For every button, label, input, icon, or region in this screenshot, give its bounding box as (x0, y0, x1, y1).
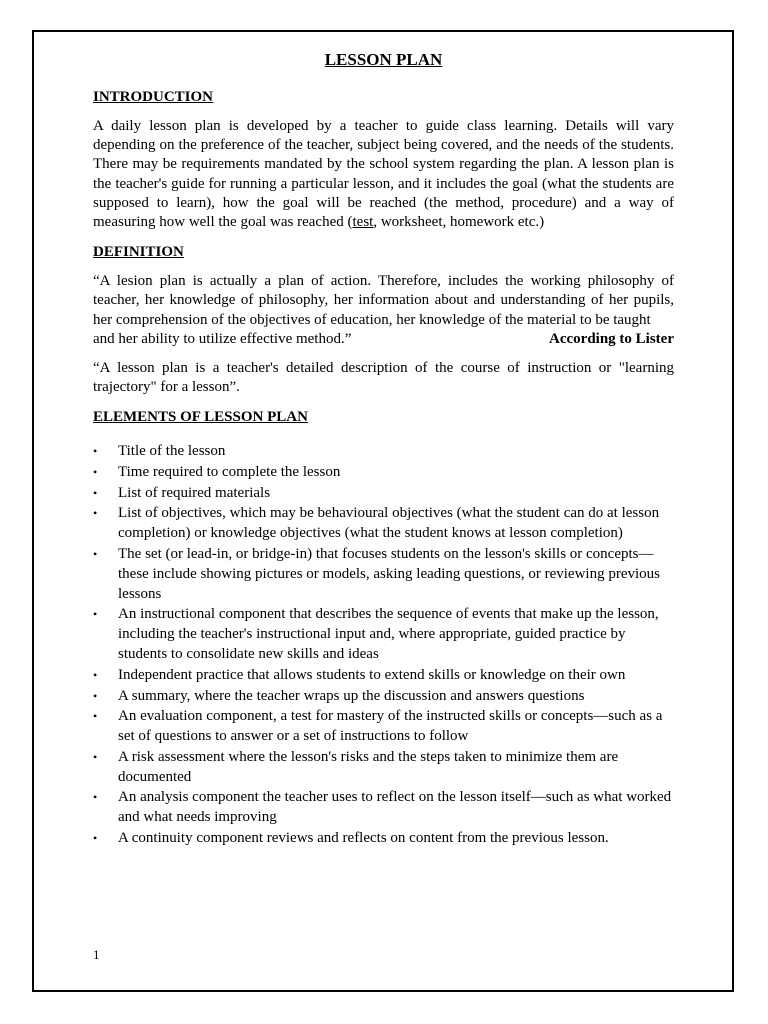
list-item: • A continuity component reviews and reflects on content from the previous lesson. (93, 829, 609, 846)
list-item: • Time required to complete the lesson (93, 464, 341, 481)
list-item: • List of required materials (93, 484, 271, 501)
introduction-text: A daily lesson plan is developed by a teacher to guide class learning. Details will vary depending on the preference of the teacher, subject being covered, and the needs of the students. There may be requirements mandated by the school system regarding the plan. A lesson plan is the teacher's guide for running a particular lesson, and it includes the goal (what the students are supposed to learn), how the goal will be reached (the method, procedure) and a way of measuring how well the goal was reached ( (93, 118, 674, 231)
definition-heading: DEFINITION (93, 244, 184, 261)
list-item: • Title of the lesson (93, 443, 226, 460)
list-item: • An evaluation component, a test for mastery of the instructed skills or concepts—such as a set of questions to answer or a set of instructions to follow (93, 708, 663, 745)
bullet-icon: • (93, 749, 98, 764)
definition-quote-2: “A lesson plan is a teacher's detailed description of the course of instruction or "learning trajectory" for a lesson”. (93, 360, 674, 396)
bullet-icon: • (93, 546, 98, 561)
definition-quote-1 (93, 272, 674, 349)
list-item: • A risk assessment where the lesson's risks and the steps taken to minimize them are documented (93, 748, 619, 785)
bullet-icon: • (93, 607, 98, 622)
list-item: • An analysis component the teacher uses to reflect on the lesson itself—such as what worked and what needs improving (93, 789, 672, 826)
quote-1-last-line (93, 330, 674, 349)
list-item: • The set (or lead-in, or bridge-in) that focuses students on the lesson's skills or concepts—these include showing pictures or models, asking leading questions, or reviewing previous lessons (93, 545, 660, 602)
bullet-icon: • (93, 485, 98, 500)
list-item: • Independent practice that allows students to extend skills or knowledge on their own (93, 667, 626, 683)
introduction-text-end: , worksheet, homework etc.) (373, 214, 545, 231)
introduction-heading: INTRODUCTION (93, 89, 214, 105)
document-body (93, 46, 674, 849)
test-link[interactable]: test (352, 214, 374, 231)
elements-list (93, 441, 674, 848)
bullet-icon: • (93, 709, 98, 724)
introduction-paragraph (93, 117, 674, 232)
list-item: • List of objectives, which may be behavioural objectives (what the student can do at lesson completion) or knowledge objectives (what the student knows at lesson completion) (93, 505, 660, 542)
quote-1-text: “A lesion plan is actually a plan of action. Therefore, includes the working philosophy of teacher, her knowledge of philosophy, her information about and understanding of her pupils, her comprehension of the objectives of education, her knowledge of the material to be taught (93, 273, 674, 328)
bullet-icon: • (93, 444, 98, 459)
page-title: LESSON PLAN (324, 50, 443, 69)
list-item: • A summary, where the teacher wraps up the discussion and answers questions (93, 687, 585, 704)
list-item: • An instructional component that describes the sequence of events that make up the lesson, including the teacher's instructional input and, where appropriate, guided practice by students to consolidate new skills and ideas (93, 606, 659, 663)
quote-attribution: According to Lister (549, 330, 674, 347)
bullet-icon: • (93, 830, 98, 845)
bullet-icon: • (93, 506, 98, 521)
page-number: 1 (93, 947, 100, 962)
bullet-icon: • (93, 465, 98, 480)
quote-1-end: and her ability to utilize effective method.” (93, 330, 352, 347)
bullet-icon: • (93, 790, 98, 805)
bullet-icon: • (93, 688, 98, 703)
bullet-icon: • (93, 668, 98, 682)
elements-heading: ELEMENTS OF LESSON PLAN (93, 409, 308, 426)
